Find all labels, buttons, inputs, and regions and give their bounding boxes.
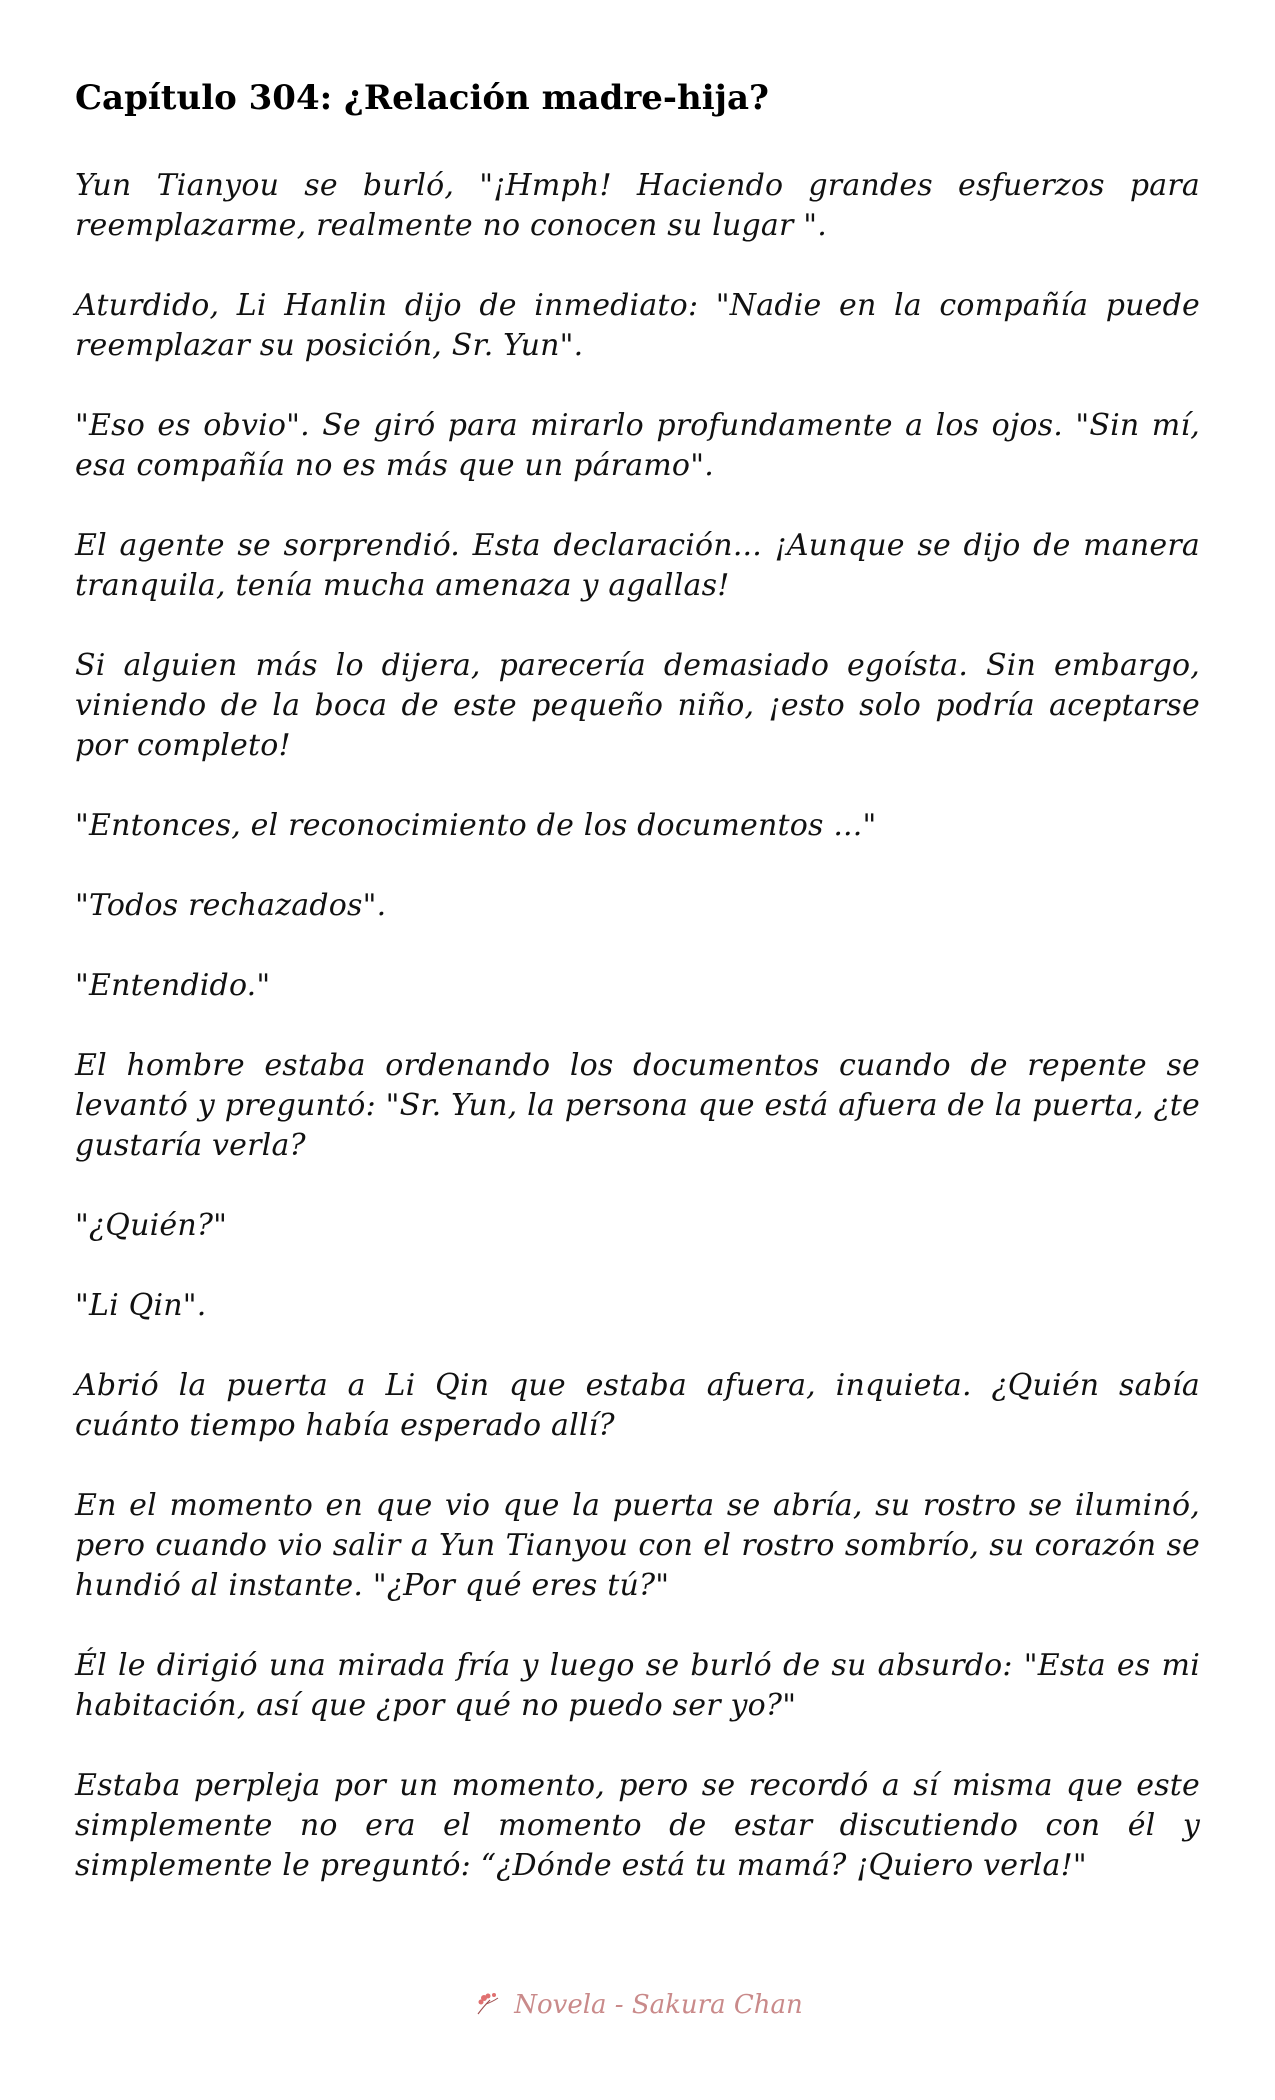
watermark-text: Novela - Sakura Chan xyxy=(514,1990,803,2020)
paragraph: Estaba perpleja por un momento, pero se recordó a sí misma que este simplemente no era el momento de estar discutiendo con él y simplemente le preguntó: “¿Dónde está tu mamá? ¡Quiero verla!" xyxy=(75,1768,1200,1883)
paragraph: "Li Qin". xyxy=(75,1288,207,1323)
paragraph: Si alguien más lo dijera, parecería demasiado egoísta. Sin embargo, viniendo de la boca de este pequeño niño, ¡esto solo podría aceptarse por completo! xyxy=(75,648,1200,763)
paragraph: Aturdido, Li Hanlin dijo de inmediato: "Nadie en la compañía puede reemplazar su posición, Sr. Yun". xyxy=(75,288,1200,363)
document-page xyxy=(75,70,1200,1926)
paragraph: "Entendido." xyxy=(75,968,271,1003)
paragraph: Yun Tianyou se burló, "¡Hmph! Haciendo grandes esfuerzos para reemplazarme, realmente no conocen su lugar ". xyxy=(75,168,1200,243)
paragraph: El hombre estaba ordenando los documentos cuando de repente se levantó y preguntó: "Sr. Yun, la persona que está afuera de la puerta, ¿te gustaría verla? xyxy=(75,1048,1200,1163)
paragraph: En el momento en que vio que la puerta se abría, su rostro se iluminó, pero cuando vio salir a Yun Tianyou con el rostro sombrío, su corazón se hundió al instante. "¿Por qué eres tú?" xyxy=(75,1488,1200,1603)
paragraph: "¿Quién?" xyxy=(75,1208,228,1243)
paragraph: "Entonces, el reconocimiento de los documentos ..." xyxy=(75,808,877,843)
paragraph: "Todos rechazados". xyxy=(75,888,387,923)
paragraph: "Eso es obvio". Se giró para mirarlo profundamente a los ojos. "Sin mí, esa compañía no es más que un páramo". xyxy=(75,408,1200,483)
chapter-title: Capítulo 304: ¿Relación madre-hija? xyxy=(75,78,769,118)
footer-watermark xyxy=(0,1990,1275,2025)
paragraph: El agente se sorprendió. Esta declaración... ¡Aunque se dijo de manera tranquila, tenía mucha amenaza y agallas! xyxy=(75,528,1200,603)
sakura-flower-icon xyxy=(472,1990,506,2020)
paragraph: Él le dirigió una mirada fría y luego se burló de su absurdo: "Esta es mi habitación, así que ¿por qué no puedo ser yo?" xyxy=(75,1648,1200,1723)
paragraph: Abrió la puerta a Li Qin que estaba afuera, inquieta. ¿Quién sabía cuánto tiempo había esperado allí? xyxy=(75,1368,1200,1443)
